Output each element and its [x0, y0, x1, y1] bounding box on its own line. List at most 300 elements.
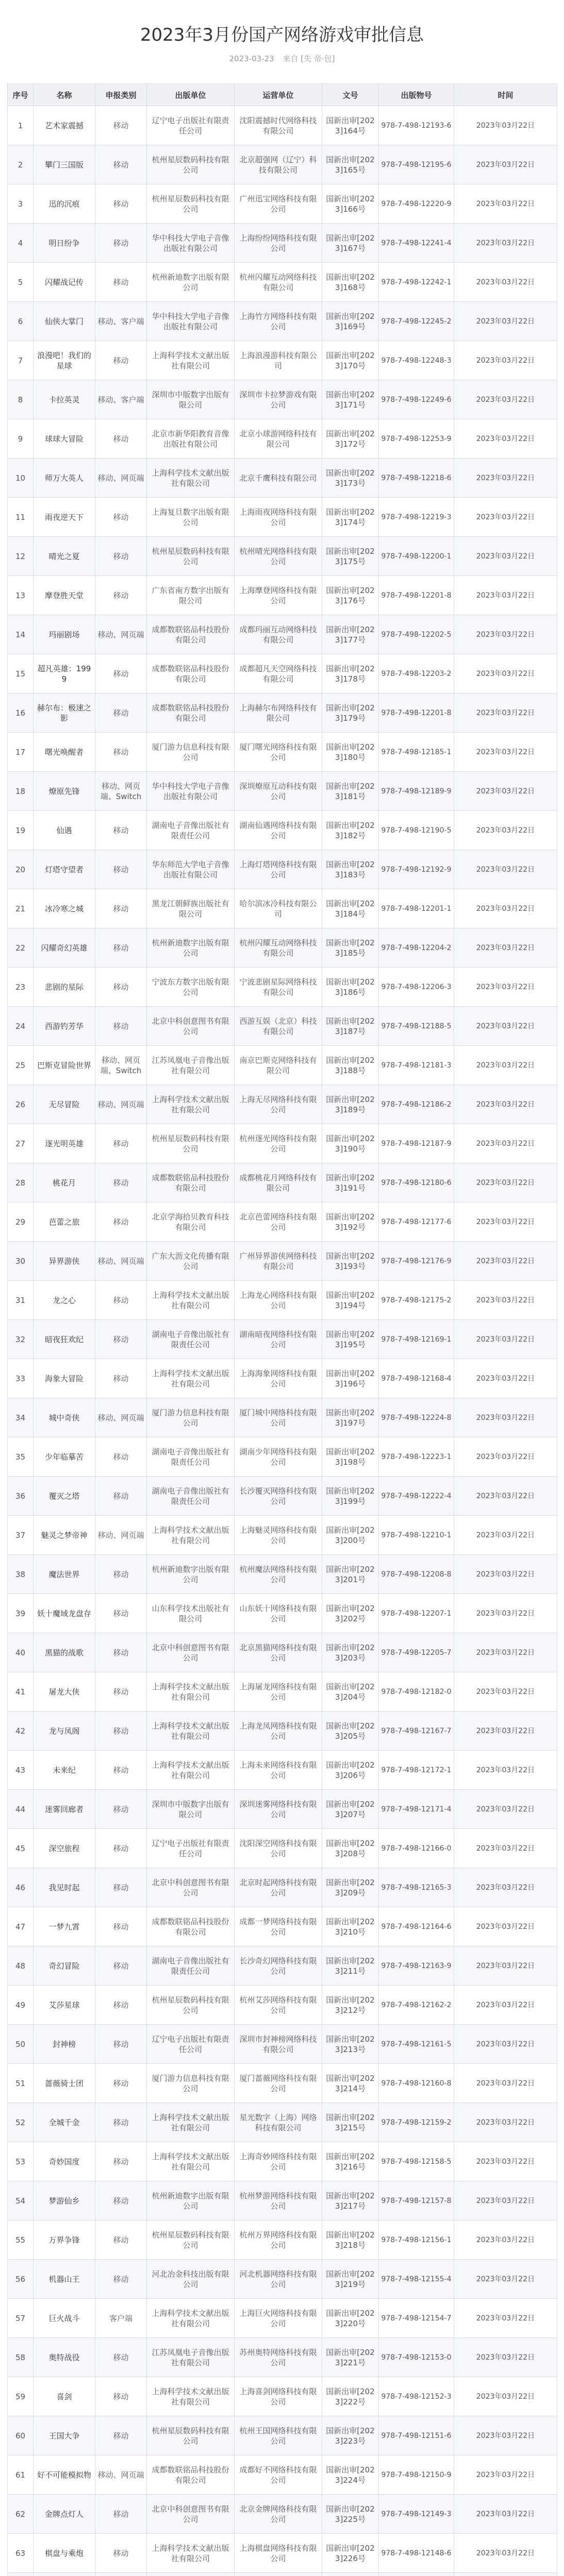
cell-category: 移动、网页端 [95, 459, 147, 498]
cell-isbn: 978-7-498-12218-6 [379, 459, 454, 498]
cell-name: 摩登胜天堂 [34, 576, 95, 615]
cell-date: 2023年03月22日 [454, 380, 557, 419]
cell-operator: 沈阳深空网络科技有限公司 [235, 1829, 322, 1868]
cell-operator: 成都好不网络科技有限公司 [235, 2455, 322, 2495]
table-row [8, 2377, 557, 2416]
cell-approval-number: 国新出审[2023]210号 [322, 1907, 379, 1946]
cell-operator: 上海龙凤网络科技有限公司 [235, 1711, 322, 1751]
cell-category: 移动 [95, 1437, 147, 1477]
cell-operator: 上海雨夜网络科技有限公司 [235, 498, 322, 537]
cell-name: 暗夜狂欢纪 [34, 1320, 95, 1359]
cell-publisher: 辽宁电子出版社有限责任公司 [147, 106, 235, 145]
cell-index: 23 [8, 968, 34, 1007]
cell-operator: 厦门蔷薇网络科技有限公司 [235, 2064, 322, 2103]
cell-index: 12 [8, 537, 34, 576]
cell-isbn: 978-7-498-12148-6 [379, 2534, 454, 2573]
cell-name: 迷雾回廊者 [34, 1790, 95, 1829]
cell-operator: 北京黑猫网络科技有限公司 [235, 1633, 322, 1672]
cell-publisher: 上海科学技术文献出版社有限公司 [147, 2103, 235, 2142]
table-row [8, 772, 557, 811]
cell-index: 14 [8, 615, 34, 654]
cell-isbn: 978-7-498-12176-9 [379, 1242, 454, 1281]
table-row [8, 2495, 557, 2534]
cell-publisher: 北京中科创意图书有限公司 [147, 1007, 235, 1046]
cell-operator: 杭州晴光网络科技有限公司 [235, 537, 322, 576]
table-row [8, 2416, 557, 2455]
cell-approval-number: 国新出审[2023]168号 [322, 263, 379, 302]
cell-category: 移动、客户端 [95, 380, 147, 419]
cell-isbn: 978-7-498-12168-4 [379, 1359, 454, 1398]
cell-category: 移动 [95, 1986, 147, 2025]
cell-date: 2023年03月22日 [454, 224, 557, 263]
col-header-approval-number: 文号 [322, 84, 379, 106]
cell-operator: 杭州万界网络科技有限公司 [235, 2221, 322, 2260]
cell-name: 海象大冒险 [34, 1359, 95, 1398]
cell-publisher: 上海科学技术文献出版社有限公司 [147, 1711, 235, 1751]
cell-isbn: 978-7-498-12151-6 [379, 2416, 454, 2455]
table-row [8, 2338, 557, 2377]
cell-publisher: 上海科学技术文献出版社有限公司 [147, 1359, 235, 1398]
table-row [8, 1594, 557, 1633]
cell-isbn: 978-7-498-12166-0 [379, 1829, 454, 1868]
cell-publisher: 杭州星辰数码科技有限公司 [147, 145, 235, 184]
cell-isbn: 978-7-498-12224-8 [379, 1398, 454, 1437]
cell-operator: 上海棋盘网络科技有限公司 [235, 2534, 322, 2573]
cell-index: 4 [8, 224, 34, 263]
cell-publisher: 上海科学技术文献出版社有限公司 [147, 341, 235, 380]
cell-name: 闪耀战记传 [34, 263, 95, 302]
cell-isbn: 978-7-498-12149-3 [379, 2495, 454, 2534]
cell-name: 魅灵之梦帝神 [34, 1516, 95, 1555]
cell-index: 55 [8, 2221, 34, 2260]
cell-approval-number: 国新出审[2023]178号 [322, 654, 379, 693]
cell-isbn: 978-7-498-12175-2 [379, 1281, 454, 1320]
cell-name: 棋盘与乘炮 [34, 2534, 95, 2573]
cell-isbn: 978-7-498-12200-1 [379, 537, 454, 576]
table-row [8, 1124, 557, 1163]
cell-operator: 上海海象网络科技有限公司 [235, 1359, 322, 1398]
cell-approval-number: 国新出审[2023]174号 [322, 498, 379, 537]
cell-publisher: 上海科学技术文献出版社有限公司 [147, 459, 235, 498]
cell-name: 少年临摹苦 [34, 1437, 95, 1477]
cell-category: 移动 [95, 811, 147, 850]
cell-approval-number: 国新出审[2023]185号 [322, 928, 379, 968]
table-row [8, 1437, 557, 1477]
cell-approval-number: 国新出审[2023]204号 [322, 1672, 379, 1711]
cell-publisher: 湖南电子音像出版社有限责任公司 [147, 811, 235, 850]
table-row [8, 1477, 557, 1516]
cell-isbn: 978-7-498-12160-8 [379, 2064, 454, 2103]
cell-name: 芭蕾之旅 [34, 1202, 95, 1242]
cell-name: 王国大争 [34, 2416, 95, 2455]
cell-publisher: 上海复旦数字出版有限公司 [147, 498, 235, 537]
cell-category: 移动 [95, 733, 147, 772]
table-row [8, 2064, 557, 2103]
cell-name: 异界游侠 [34, 1242, 95, 1281]
cell-date: 2023年03月22日 [454, 2299, 557, 2338]
cell-approval-number: 国新出审[2023]206号 [322, 1751, 379, 1790]
cell-publisher: 上海科学技术文献出版社有限公司 [147, 2534, 235, 2573]
cell-date: 2023年03月22日 [454, 576, 557, 615]
cell-approval-number: 国新出审[2023]184号 [322, 889, 379, 928]
cell-publisher: 成都数联铭品科技股份有限公司 [147, 1163, 235, 1202]
table-row [8, 2299, 557, 2338]
cell-date: 2023年03月22日 [454, 2495, 557, 2534]
cell-operator: 成都桃花月网络科技有限公司 [235, 1163, 322, 1202]
cell-category: 移动、网页端 [95, 1398, 147, 1437]
cell-category: 移动、网页端、Switch [95, 1046, 147, 1085]
cell-operator: 成都超凡天空网络科技有限公司 [235, 654, 322, 693]
cell-category: 移动 [95, 184, 147, 224]
cell-index: 34 [8, 1398, 34, 1437]
cell-operator: 河北机器网络科技有限公司 [235, 2260, 322, 2299]
cell-isbn: 978-7-498-12161-5 [379, 2025, 454, 2064]
cell-name: 超凡英雄：1999 [34, 654, 95, 693]
cell-publisher: 上海科学技术文献出版社有限公司 [147, 1516, 235, 1555]
article-source: 来自 [失 帝·包] [283, 54, 335, 63]
cell-publisher: 北京中科创意图书有限公司 [147, 1868, 235, 1907]
table-row [8, 1790, 557, 1829]
cell-date: 2023年03月22日 [454, 1202, 557, 1242]
cell-category: 移动 [95, 1711, 147, 1751]
cell-isbn: 978-7-498-12157-8 [379, 2181, 454, 2221]
cell-isbn: 978-7-498-12208-8 [379, 1555, 454, 1594]
col-header-operator: 运营单位 [235, 84, 322, 106]
cell-publisher: 广东大沥文化传播有限公司 [147, 1242, 235, 1281]
table-row [8, 302, 557, 341]
cell-publisher: 杭州星辰数码科技有限公司 [147, 2221, 235, 2260]
cell-date: 2023年03月22日 [454, 928, 557, 968]
cell-publisher: 河北冶金科技出版有限公司 [147, 2260, 235, 2299]
cell-publisher: 杭州星辰数码科技有限公司 [147, 2416, 235, 2455]
cell-category: 移动 [95, 928, 147, 968]
table-row [8, 2534, 557, 2573]
cell-operator: 广州迅宝网络科技有限公司 [235, 184, 322, 224]
cell-index: 18 [8, 772, 34, 811]
cell-date: 2023年03月22日 [454, 1594, 557, 1633]
table-row [8, 1672, 557, 1711]
cell-date: 2023年03月22日 [454, 106, 557, 145]
cell-index: 31 [8, 1281, 34, 1320]
col-header-isbn: 出版物号 [379, 84, 454, 106]
cell-approval-number: 国新出审[2023]171号 [322, 380, 379, 419]
cell-publisher: 厦门游力信息科技有限公司 [147, 2064, 235, 2103]
cell-date: 2023年03月22日 [454, 1946, 557, 1986]
cell-name: 奇妙国度 [34, 2142, 95, 2181]
col-header-category: 申报类别 [95, 84, 147, 106]
cell-approval-number: 国新出审[2023]226号 [322, 2534, 379, 2573]
table-row [8, 1868, 557, 1907]
cell-name [34, 2573, 95, 2576]
table-row [8, 498, 557, 537]
cell-date: 2023年03月22日 [454, 1437, 557, 1477]
cell-category: 移动 [95, 1868, 147, 1907]
cell-publisher: 北京学海拾贝教育科技有限公司 [147, 1202, 235, 1242]
cell-approval-number: 国新出审[2023]186号 [322, 968, 379, 1007]
cell-date: 2023年03月22日 [454, 2221, 557, 2260]
cell-date: 2023年03月22日 [454, 341, 557, 380]
table-row [8, 733, 557, 772]
cell-publisher: 杭州星辰数码科技有限公司 [147, 1124, 235, 1163]
cell-date: 2023年03月22日 [454, 184, 557, 224]
cell-isbn: 978-7-498-12206-3 [379, 968, 454, 1007]
cell-index: 3 [8, 184, 34, 224]
cell-operator: 湖南仙遇网络科技有限公司 [235, 811, 322, 850]
cell-name: 逐光明英雄 [34, 1124, 95, 1163]
cell-approval-number: 国新出审[2023]164号 [322, 106, 379, 145]
cell-name: 奥特战役 [34, 2338, 95, 2377]
table-row [8, 615, 557, 654]
cell-publisher: 杭州星辰数码科技有限公司 [147, 1986, 235, 2025]
cell-category: 移动 [95, 145, 147, 184]
cell-operator: 哈尔滨冰冷科技有限公司 [235, 889, 322, 928]
cell-date: 2023年03月22日 [454, 537, 557, 576]
table-row [8, 1007, 557, 1046]
cell-index: 36 [8, 1477, 34, 1516]
cell-approval-number: 国新出审[2023]216号 [322, 2142, 379, 2181]
cell-category: 移动 [95, 2495, 147, 2534]
cell-name: 妖十魔域龙盘存 [34, 1594, 95, 1633]
cell-index: 46 [8, 1868, 34, 1907]
cell-category: 移动 [95, 2338, 147, 2377]
cell-category: 移动 [95, 1555, 147, 1594]
cell-operator: 北京小球游网络科技有限公司 [235, 419, 322, 459]
cell-operator: 广州异界游侠网络科技有限公司 [235, 1242, 322, 1281]
cell-approval-number: 国新出审[2023]219号 [322, 2260, 379, 2299]
table-row [8, 1281, 557, 1320]
cell-date: 2023年03月22日 [454, 1359, 557, 1398]
cell-name: 喜剑 [34, 2377, 95, 2416]
cell-approval-number: 国新出审[2023]196号 [322, 1359, 379, 1398]
cell-date: 2023年03月22日 [454, 1124, 557, 1163]
cell-name: 金牌点灯人 [34, 2495, 95, 2534]
col-header-publisher: 出版单位 [147, 84, 235, 106]
cell-category: 移动 [95, 263, 147, 302]
cell-index: 50 [8, 2025, 34, 2064]
cell-category: 移动 [95, 576, 147, 615]
cell-date: 2023年03月22日 [454, 615, 557, 654]
cell-index: 26 [8, 1085, 34, 1124]
cell-index: 60 [8, 2416, 34, 2455]
cell-approval-number: 国新出审[2023]181号 [322, 772, 379, 811]
table-row [8, 1320, 557, 1359]
cell-name: 梦游仙乡 [34, 2181, 95, 2221]
cell-category: 移动 [95, 2181, 147, 2221]
cell-date: 2023年03月22日 [454, 1477, 557, 1516]
cell-category: 移动 [95, 1594, 147, 1633]
cell-isbn: 978-7-498-12223-1 [379, 1437, 454, 1477]
cell-date: 2023年03月22日 [454, 2181, 557, 2221]
cell-approval-number: 国新出审[2023]208号 [322, 1829, 379, 1868]
cell-publisher: 华中科技大学电子音像出版社有限公司 [147, 302, 235, 341]
table-row [8, 1202, 557, 1242]
cell-date: 2023年03月22日 [454, 1516, 557, 1555]
table-row [8, 263, 557, 302]
cell-category: 移动 [95, 1672, 147, 1711]
cell-date: 2023年03月22日 [454, 498, 557, 537]
cell-index: 9 [8, 419, 34, 459]
cell-index: 47 [8, 1907, 34, 1946]
cell-approval-number: 国新出审[2023]199号 [322, 1477, 379, 1516]
cell-date: 2023年03月22日 [454, 2142, 557, 2181]
cell-date: 2023年03月22日 [454, 654, 557, 693]
cell-index: 28 [8, 1163, 34, 1202]
cell-approval-number: 国新出审[2023]172号 [322, 419, 379, 459]
cell-category: 移动、网页端 [95, 1516, 147, 1555]
cell-operator: 南京巴斯克网络科技有限公司 [235, 1046, 322, 1085]
cell-category: 移动 [95, 2064, 147, 2103]
cell-isbn: 978-7-498-12154-7 [379, 2299, 454, 2338]
cell-isbn: 978-7-498-12171-4 [379, 1790, 454, 1829]
approval-table-container [7, 83, 557, 2576]
cell-category: 移动 [95, 1124, 147, 1163]
cell-publisher: 上海科学技术文献出版社有限公司 [147, 2377, 235, 2416]
cell-approval-number: 国新出审[2023]209号 [322, 1868, 379, 1907]
cell-publisher: 杭州新迪数字出版有限公司 [147, 2181, 235, 2221]
table-row [8, 1946, 557, 1986]
cell-approval-number: 国新出审[2023]194号 [322, 1281, 379, 1320]
cell-operator: 北京时起网络科技有限公司 [235, 1868, 322, 1907]
cell-isbn: 978-7-498-12201-8 [379, 576, 454, 615]
cell-publisher: 成都数联铭品科技股份有限公司 [147, 654, 235, 693]
cell-publisher [147, 2573, 235, 2576]
cell-operator: 北京超强网（辽宁）科技有限公司 [235, 145, 322, 184]
table-row [8, 184, 557, 224]
cell-publisher: 上海科学技术文献出版社有限公司 [147, 2142, 235, 2181]
cell-approval-number: 国新出审[2023]214号 [322, 2064, 379, 2103]
cell-isbn: 978-7-498-12222-4 [379, 1477, 454, 1516]
cell-date: 2023年03月22日 [454, 2064, 557, 2103]
cell-date: 2023年03月22日 [454, 459, 557, 498]
cell-publisher: 湖南电子音像出版社有限责任公司 [147, 1320, 235, 1359]
cell-category: 移动 [95, 2025, 147, 2064]
cell-operator: 深圳迷雾网络科技有限公司 [235, 1790, 322, 1829]
cell-approval-number: 国新出审[2023]187号 [322, 1007, 379, 1046]
cell-category: 移动 [95, 2534, 147, 2573]
cell-category: 移动 [95, 1202, 147, 1242]
cell-index: 38 [8, 1555, 34, 1594]
cell-index: 33 [8, 1359, 34, 1398]
cell-publisher: 华中科技大学电子音像出版社有限公司 [147, 772, 235, 811]
cell-isbn: 978-7-498-12180-6 [379, 1163, 454, 1202]
cell-date: 2023年03月22日 [454, 1281, 557, 1320]
cell-name: 黑猫的战歌 [34, 1633, 95, 1672]
cell-index: 15 [8, 654, 34, 693]
cell-operator: 上海巨火网络科技有限公司 [235, 2299, 322, 2338]
cell-index: 8 [8, 380, 34, 419]
cell-index: 30 [8, 1242, 34, 1281]
cell-operator: 深圳燎原互动科技有限公司 [235, 772, 322, 811]
cell-index: 45 [8, 1829, 34, 1868]
cell-approval-number: 国新出审[2023]212号 [322, 1986, 379, 2025]
cell-category: 移动 [95, 1477, 147, 1516]
cell-index: 44 [8, 1790, 34, 1829]
cell-isbn: 978-7-498-12201-1 [379, 889, 454, 928]
cell-date: 2023年03月22日 [454, 2377, 557, 2416]
cell-operator: 上海魅灵网络科技有限公司 [235, 1516, 322, 1555]
cell-publisher: 湖南电子音像出版社有限责任公司 [147, 1946, 235, 1986]
cell-isbn: 978-7-498-12245-2 [379, 302, 454, 341]
table-row [8, 850, 557, 889]
cell-index: 10 [8, 459, 34, 498]
cell-name: 屠龙大侠 [34, 1672, 95, 1711]
cell-name: 仙侠大掌门 [34, 302, 95, 341]
cell-name: 魔法世界 [34, 1555, 95, 1594]
cell-category: 移动 [95, 1281, 147, 1320]
cell-publisher: 杭州新迪数字出版有限公司 [147, 928, 235, 968]
cell-date: 2023年03月22日 [454, 145, 557, 184]
cell-publisher: 北京中科创意图书有限公司 [147, 1633, 235, 1672]
cell-approval-number: 国新出审[2023]222号 [322, 2377, 379, 2416]
cell-operator: 杭州梦游网络科技有限公司 [235, 2181, 322, 2221]
cell-isbn [379, 2573, 454, 2576]
cell-approval-number: 国新出审[2023]176号 [322, 576, 379, 615]
cell-index: 7 [8, 341, 34, 380]
cell-index: 53 [8, 2142, 34, 2181]
cell-category: 移动、网页端 [95, 615, 147, 654]
cell-name: 城中奇侠 [34, 1398, 95, 1437]
cell-publisher: 上海科学技术文献出版社有限公司 [147, 1751, 235, 1790]
cell-name: 艺术家震撼 [34, 106, 95, 145]
cell-publisher: 宁波东方数字出版有限公司 [147, 968, 235, 1007]
table-row [8, 2221, 557, 2260]
cell-approval-number: 国新出审[2023]165号 [322, 145, 379, 184]
cell-publisher: 厦门游力信息科技有限公司 [147, 733, 235, 772]
cell-isbn: 978-7-498-12163-9 [379, 1946, 454, 1986]
cell-category: 移动 [95, 2221, 147, 2260]
cell-name: 无尽冒险 [34, 1085, 95, 1124]
table-row [8, 1359, 557, 1398]
cell-category: 移动 [95, 1751, 147, 1790]
cell-date: 2023年03月22日 [454, 1868, 557, 1907]
cell-operator: 北京芭蕾网络科技有限公司 [235, 1202, 322, 1242]
cell-name: 仙遇 [34, 811, 95, 850]
cell-operator: 成都玛丽互动网络科技有限公司 [235, 615, 322, 654]
cell-category: 移动 [95, 889, 147, 928]
cell-index: 43 [8, 1751, 34, 1790]
cell-publisher: 辽宁电子出版社有限责任公司 [147, 1829, 235, 1868]
cell-name: 好不可能模拟物 [34, 2455, 95, 2495]
cell-isbn: 978-7-498-12241-4 [379, 224, 454, 263]
cell-publisher: 厦门游力信息科技有限公司 [147, 1398, 235, 1437]
cell-name: 蔷薇骑士团 [34, 2064, 95, 2103]
cell-isbn: 978-7-498-12172-1 [379, 1751, 454, 1790]
cell-index: 39 [8, 1594, 34, 1633]
cell-category: 移动 [95, 1007, 147, 1046]
cell-publisher: 湖南电子音像出版社有限责任公司 [147, 1437, 235, 1477]
cell-date: 2023年03月22日 [454, 811, 557, 850]
cell-publisher: 上海科学技术文献出版社有限公司 [147, 1672, 235, 1711]
cell-isbn: 978-7-498-12162-2 [379, 1986, 454, 2025]
cell-name: 机器山王 [34, 2260, 95, 2299]
cell-isbn: 978-7-498-12164-6 [379, 1907, 454, 1946]
cell-name: 巨火战斗 [34, 2299, 95, 2338]
cell-index: 35 [8, 1437, 34, 1477]
cell-isbn: 978-7-498-12219-3 [379, 498, 454, 537]
cell-operator: 宁波悲剧星际网络科技有限公司 [235, 968, 322, 1007]
cell-index: 63 [8, 2534, 34, 2573]
publish-date: 2023-03-23 [229, 54, 274, 63]
cell-approval-number: 国新出审[2023]173号 [322, 459, 379, 498]
cell-isbn: 978-7-498-12248-3 [379, 341, 454, 380]
cell-date: 2023年03月22日 [454, 1085, 557, 1124]
cell-name: 覆灭之塔 [34, 1477, 95, 1516]
cell-index: 5 [8, 263, 34, 302]
cell-index: 48 [8, 1946, 34, 1986]
cell-isbn: 978-7-498-12156-1 [379, 2221, 454, 2260]
cell-name: 球球大冒险 [34, 419, 95, 459]
table-row [8, 341, 557, 380]
